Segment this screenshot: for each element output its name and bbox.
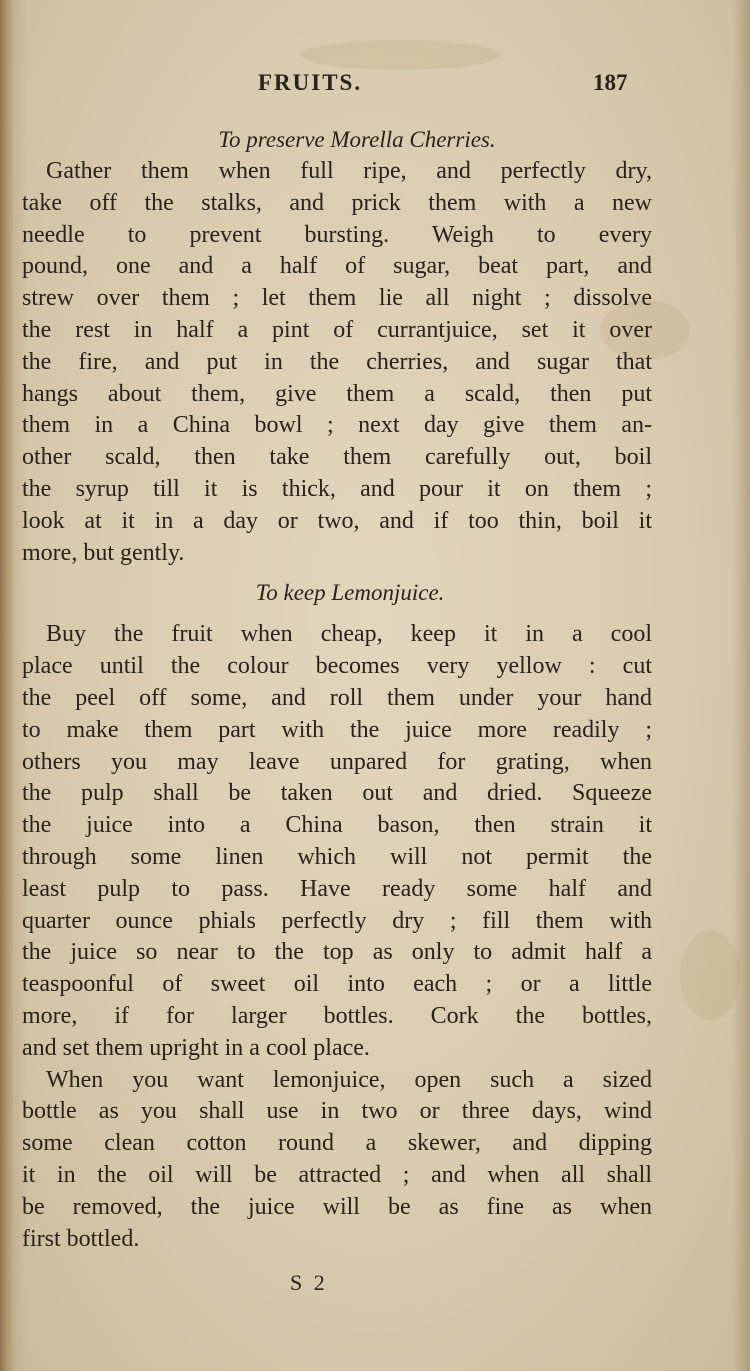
- text-line: more, if for larger bottles. Cork the bottles,: [22, 1002, 652, 1029]
- body-text: [22, 124, 652, 1255]
- text-line: to make them part with the juice more readily ;: [22, 716, 652, 743]
- paper-stain: [300, 40, 500, 70]
- text-line: needle to prevent bursting. Weigh to every: [22, 221, 652, 248]
- section-heading: To preserve Morella Cherries.: [218, 127, 496, 152]
- text-line: first bottled.: [22, 1225, 140, 1252]
- text-line: take off the stalks, and prick them with a new: [22, 189, 652, 216]
- running-head: [0, 70, 750, 104]
- text-line: the fire, and put in the cherries, and sugar that: [22, 348, 652, 375]
- signature-mark: S 2: [290, 1270, 328, 1295]
- text-line: the syrup till it is thick, and pour it on them ;: [22, 475, 652, 502]
- paragraph: [22, 619, 652, 1064]
- text-line: other scald, then take them carefully out, boil: [22, 444, 652, 471]
- text-line: When you want lemonjuice, open such a sized: [46, 1066, 652, 1093]
- text-line: through some linen which will not permit the: [22, 843, 652, 870]
- paragraph: [22, 156, 652, 569]
- text-line: teaspoonful of sweet oil into each ; or a little: [22, 971, 652, 998]
- page-gutter: [0, 0, 14, 1371]
- text-line: and set them upright in a cool place.: [22, 1034, 370, 1061]
- text-line: quarter ounce phials perfectly dry ; fill them with: [22, 907, 652, 934]
- paragraph: [22, 1065, 652, 1256]
- running-head-title: FRUITS.: [258, 70, 363, 95]
- text-line: least pulp to pass. Have ready some half and: [22, 875, 652, 902]
- page-number: 187: [593, 70, 628, 95]
- text-line: be removed, the juice will be as fine as when: [22, 1193, 652, 1220]
- text-line: pound, one and a half of sugar, beat part, and: [22, 253, 652, 280]
- text-line: it in the oil will be attracted ; and when all shall: [22, 1161, 652, 1188]
- text-line: them in a China bowl ; next day give them an-: [22, 412, 652, 439]
- text-line: the rest in half a pint of currantjuice, set it over: [22, 316, 652, 343]
- text-line: some clean cotton round a skewer, and dipping: [22, 1130, 652, 1157]
- text-line: place until the colour becomes very yellow : cut: [22, 653, 652, 680]
- text-line: the pulp shall be taken out and dried. Squeeze: [22, 780, 652, 807]
- text-line: hangs about them, give them a scald, then put: [22, 380, 652, 407]
- text-line: others you may leave unpared for grating, when: [22, 748, 652, 775]
- text-line: the juice so near to the top as only to admit half a: [22, 939, 652, 966]
- text-line: the juice into a China bason, then strain it: [22, 812, 652, 839]
- text-line: strew over them ; let them lie all night ; dissolve: [22, 285, 652, 312]
- text-line: the peel off some, and roll them under your hand: [22, 684, 652, 711]
- text-line: look at it in a day or two, and if too thin, boil it: [22, 507, 652, 534]
- paper-stain: [680, 930, 740, 1020]
- section-heading: To keep Lemonjuice.: [255, 580, 445, 606]
- text-line: Gather them when full ripe, and perfectly dry,: [46, 158, 652, 184]
- text-line: bottle as you shall use in two or three days, wind: [22, 1098, 652, 1125]
- text-line: Buy the fruit when cheap, keep it in a cool: [46, 621, 652, 648]
- text-line: more, but gently.: [22, 539, 185, 566]
